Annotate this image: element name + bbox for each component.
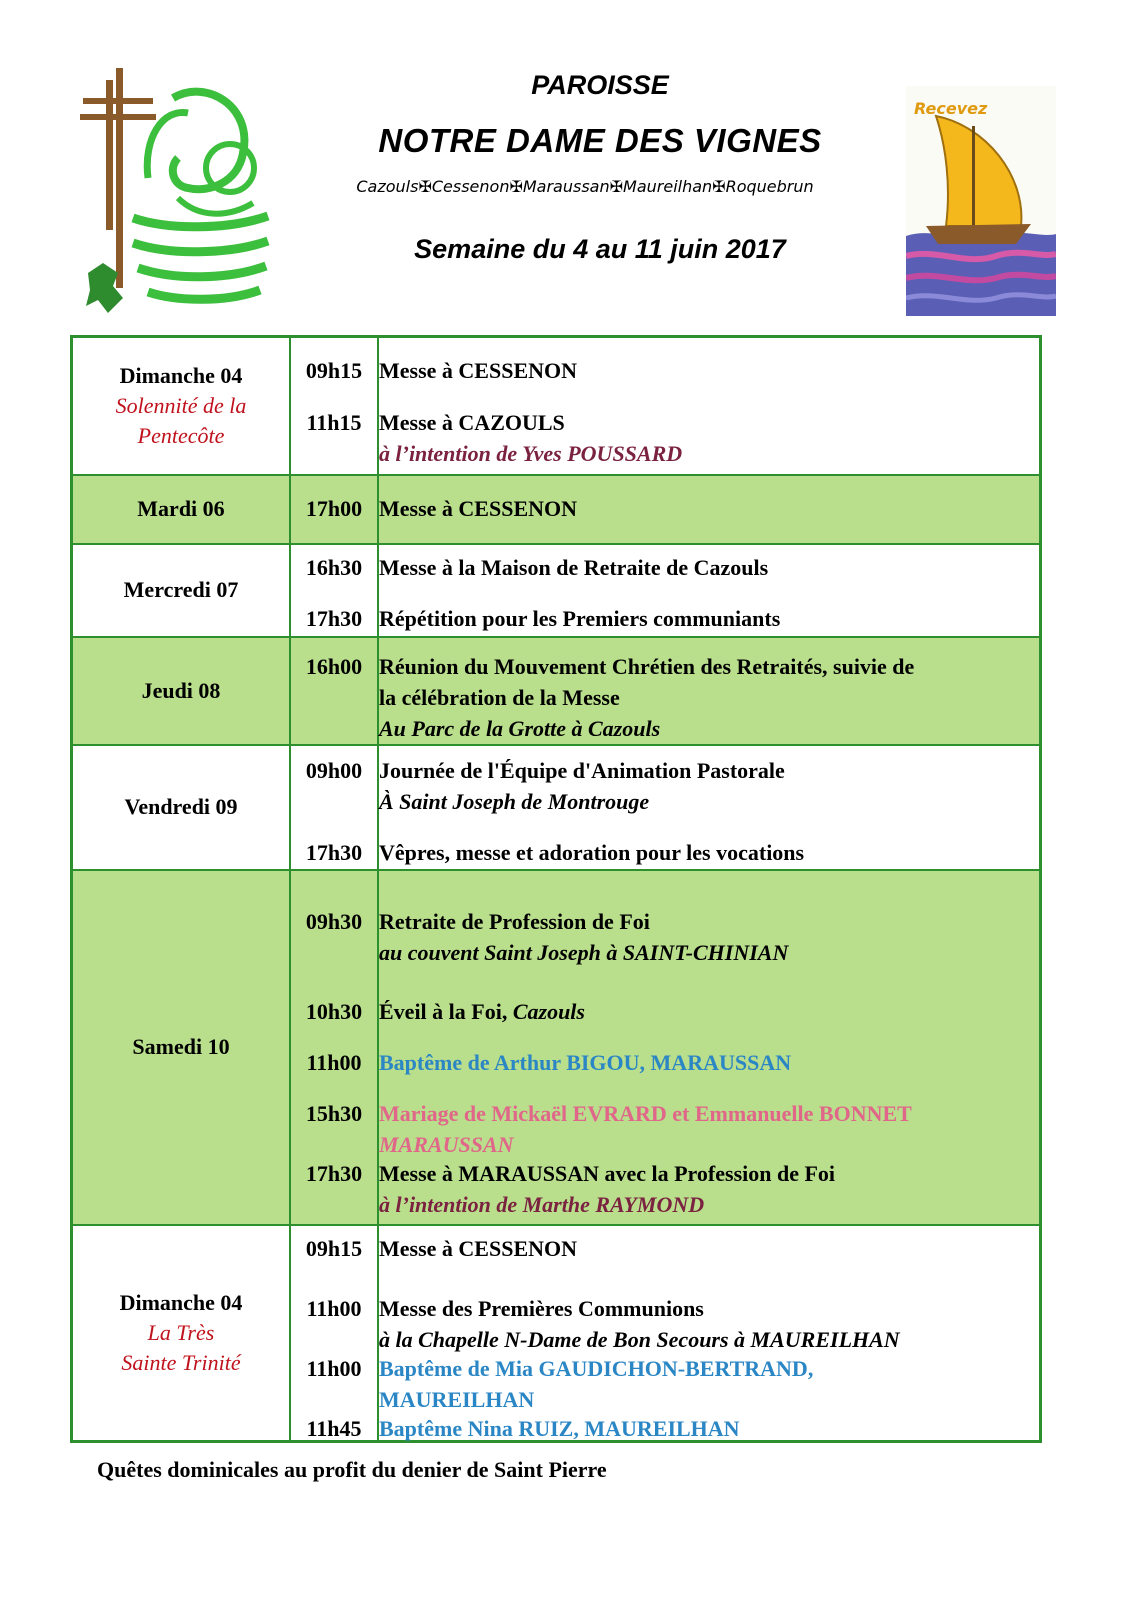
day-label: Vendredi 09 [124, 794, 238, 819]
time-cell [290, 544, 378, 637]
event-text: Messe des Premières Communions [379, 1295, 704, 1321]
event-line [379, 1048, 791, 1078]
schedule-row [72, 870, 1041, 1225]
event-text: À Saint Joseph de Montrouge [379, 788, 650, 814]
event-text: la célébration de la Messe [379, 684, 620, 710]
event-line [379, 494, 577, 524]
time-cell [290, 637, 378, 745]
event-text: à la Chapelle N-Dame de Bon Secours à MAUREILHAN [379, 1326, 900, 1352]
event-text: Baptême Nina RUIZ, MAUREILHAN [379, 1415, 740, 1441]
event-cell [378, 745, 1041, 870]
event-time: 09h30 [305, 908, 363, 934]
event-place: Cazouls [512, 998, 585, 1024]
event-line [379, 652, 914, 682]
event-text: Baptême de Mia GAUDICHON-BERTRAND, [379, 1355, 814, 1381]
event-text: à l’intention de Yves POUSSARD [379, 441, 683, 466]
event-text: Répétition pour les Premiers communiants [379, 605, 781, 631]
schedule-row [72, 745, 1041, 870]
event-text: MARAUSSAN [379, 1131, 514, 1157]
schedule-row [72, 544, 1041, 637]
event-text: Au Parc de la Grotte à Cazouls [379, 715, 661, 741]
day-label: Dimanche 04 [119, 362, 243, 388]
time-cell [290, 337, 378, 475]
event-text: Retraite de Profession de Foi [379, 908, 650, 934]
parish-title: NOTRE DAME DES VIGNES [378, 122, 822, 159]
schedule-row [72, 1225, 1041, 1442]
event-text: au couvent Saint Joseph à SAINT-CHINIAN [379, 939, 789, 965]
event-time: 09h15 [305, 358, 363, 383]
event-line [379, 408, 565, 438]
event-line [379, 907, 650, 937]
event-cell [378, 337, 1041, 475]
day-label: Dimanche 04 [119, 1289, 243, 1315]
event-time: 15h30 [305, 1100, 363, 1126]
event-line [379, 1354, 813, 1384]
event-text: Réunion du Mouvement Chrétien des Retraités, suivie de [379, 653, 915, 679]
day-cell [72, 870, 291, 1225]
event-text: MAUREILHAN [379, 1386, 535, 1412]
event-text: Messe à MARAUSSAN avec la Profession de Foi [379, 1160, 836, 1186]
saint-esprit-boat-icon [906, 86, 1056, 316]
event-line [379, 997, 585, 1027]
event-time: 11h00 [306, 1355, 362, 1381]
event-line [379, 1385, 534, 1415]
header [0, 0, 1131, 330]
event-line [379, 1325, 900, 1355]
event-time: 11h45 [306, 1415, 362, 1441]
event-text: à l’intention de Marthe RAYMOND [379, 1191, 705, 1217]
event-time: 09h15 [305, 1235, 363, 1261]
event-line [379, 1234, 577, 1264]
event-line [379, 1099, 912, 1129]
event-line [379, 683, 620, 713]
event-cell [378, 1225, 1041, 1442]
day-label: Mercredi 07 [123, 577, 239, 602]
event-time: 11h15 [306, 410, 362, 435]
day-cell [72, 544, 291, 637]
day-cell [72, 475, 291, 544]
time-cell [290, 745, 378, 870]
parish-label: PAROISSE [531, 70, 669, 100]
time-cell [290, 475, 378, 544]
event-text: Éveil à la Foi, [379, 998, 508, 1024]
feast-label: Pentecôte [137, 422, 225, 448]
event-text: Messe à CAZOULS [379, 410, 565, 435]
event-line [379, 938, 788, 968]
event-line [379, 604, 780, 634]
week-title: Semaine du 4 au 11 juin 2017 [414, 234, 786, 264]
event-text: Messe à CESSENON [379, 358, 578, 383]
event-cell [378, 544, 1041, 637]
day-label: Jeudi 08 [141, 677, 221, 703]
event-line [379, 356, 577, 386]
event-text: Messe à CESSENON [379, 495, 578, 521]
feast-label: Sainte Trinité [121, 1349, 241, 1375]
event-time: 09h00 [305, 757, 363, 783]
event-time: 11h00 [306, 1295, 362, 1321]
event-time: 17h30 [305, 839, 363, 865]
schedule-row [72, 637, 1041, 745]
day-cell [72, 1225, 291, 1442]
event-text: Baptême de Arthur BIGOU, MARAUSSAN [379, 1049, 792, 1075]
event-text: Messe à CESSENON [379, 1235, 578, 1261]
event-line [379, 1130, 514, 1160]
event-line [379, 1294, 704, 1324]
feast-label: Solennité de la [115, 392, 247, 418]
day-label: Mardi 06 [137, 496, 225, 521]
town-list: Cazouls✠Cessenon✠Maraussan✠Maureilhan✠Roquebrun [356, 177, 814, 196]
event-time: 16h30 [305, 554, 363, 580]
svg-text:Recevez: Recevez [914, 99, 988, 118]
schedule-row [72, 475, 1041, 544]
event-line [379, 838, 804, 868]
schedule-table [70, 335, 1042, 1443]
event-cell [378, 637, 1041, 745]
event-text: Messe à la Maison de Retraite de Cazouls [379, 554, 769, 580]
event-line [379, 1190, 704, 1220]
time-cell [290, 870, 378, 1225]
day-cell [72, 745, 291, 870]
event-time: 17h30 [305, 605, 363, 631]
day-cell [72, 337, 291, 475]
event-line [379, 756, 785, 786]
event-text: Journée de l'Équipe d'Animation Pastorale [379, 757, 785, 783]
event-time: 10h30 [305, 998, 363, 1024]
day-cell [72, 637, 291, 745]
footer-note: Quêtes dominicales au profit du denier de Saint Pierre [97, 1457, 607, 1482]
day-label: Samedi 10 [132, 1034, 230, 1059]
event-line [379, 1414, 740, 1444]
event-text: Vêpres, messe et adoration pour les vocations [379, 839, 805, 865]
event-time: 17h30 [305, 1160, 363, 1186]
feast-label: La Très [147, 1319, 215, 1345]
event-line [379, 553, 768, 583]
event-line [379, 1159, 835, 1189]
event-cell [378, 475, 1041, 544]
event-cell [378, 870, 1041, 1225]
event-line [379, 714, 660, 744]
time-cell [290, 1225, 378, 1442]
schedule-row [72, 337, 1041, 475]
event-line [379, 787, 649, 817]
event-time: 16h00 [305, 653, 363, 679]
event-time: 17h00 [305, 495, 363, 521]
event-time: 11h00 [306, 1049, 362, 1075]
event-text: Mariage de Mickaël EVRARD et Emmanuelle BONNET [379, 1100, 912, 1126]
event-line [379, 439, 682, 469]
